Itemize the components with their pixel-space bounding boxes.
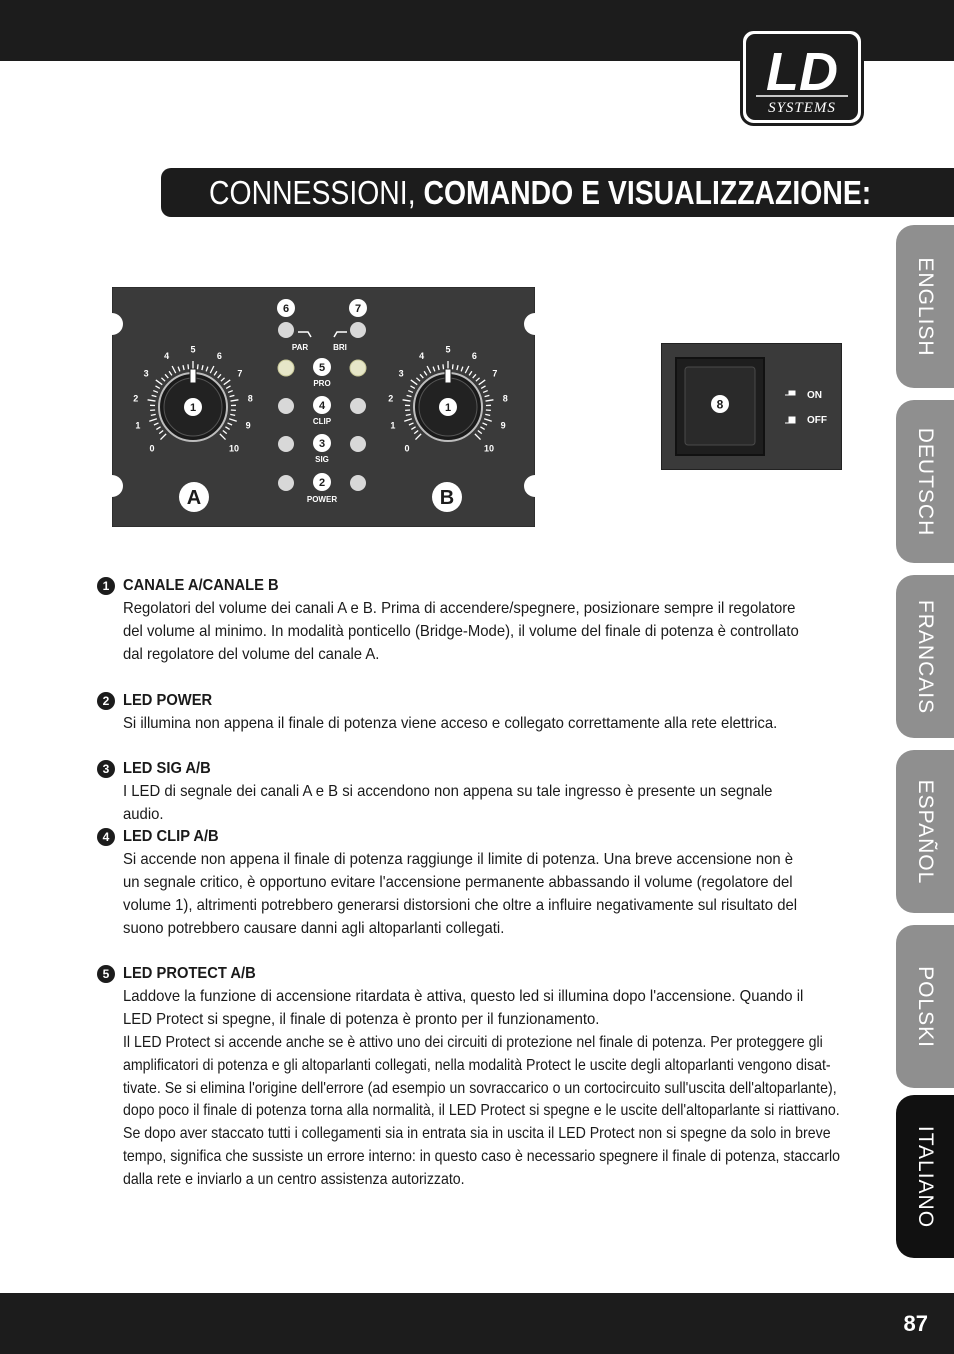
channel-b-label: B: [439, 487, 455, 509]
knob-scale-label: 9: [245, 420, 251, 431]
knob-scale-label: 1: [135, 420, 141, 431]
svg-text:4: 4: [318, 400, 326, 412]
footer-bar: [0, 1293, 954, 1354]
on-label: ON: [807, 390, 822, 401]
page-title: CONNESSIONI, COMANDO E VISUALIZZAZIONE:: [209, 174, 872, 211]
knob-scale-label: 3: [398, 368, 404, 379]
ld-systems-logo: [740, 28, 864, 126]
led-par: [278, 322, 294, 338]
knob-number: 1: [189, 402, 197, 414]
knob-scale-label: 2: [388, 393, 394, 404]
item-number-badge: 3: [97, 760, 115, 778]
clip-label: CLIP: [312, 417, 332, 426]
knob-scale-label: 6: [471, 350, 477, 361]
knob-number: 1: [444, 402, 452, 414]
item-title: LED CLIP A/B: [123, 828, 219, 845]
knob-tick: [188, 364, 189, 369]
knob-scale-label: 9: [500, 420, 506, 431]
knob-scale-label: 10: [229, 443, 240, 454]
item-number-badge: 5: [97, 965, 115, 983]
knob-tick: [443, 364, 444, 369]
tab-english[interactable]: ENGLISH: [896, 225, 954, 388]
item-description-extended: [123, 1032, 858, 1192]
list-item: [97, 759, 867, 823]
svg-text:SYSTEMS: SYSTEMS: [768, 100, 836, 116]
front-panel-illustration: [112, 287, 535, 527]
knob-scale-label: 4: [419, 350, 425, 361]
svg-text:3: 3: [318, 438, 326, 450]
knob-tick: [197, 364, 198, 369]
item-description: Si accende non appena il finale di potenza raggiunge il limite di potenza. Una breve accensione non è un segnale critico, è opportuno evitare l'accensione permanente abbassando il volume (regolatore del volume 1), altrimenti potrebbero generarsi distorsioni che oltre a influire negativamente sul risultato del suono potrebbero causare danni agli altoparlanti collegati.: [123, 851, 798, 937]
knob-scale-label: 6: [216, 350, 222, 361]
item-title: LED PROTECT A/B: [123, 965, 256, 982]
tab-polski[interactable]: POLSKI: [896, 925, 954, 1088]
channel-a-label: A: [186, 487, 202, 509]
list-item: [97, 827, 867, 947]
knob-scale-label: 0: [149, 443, 155, 454]
led-bri: [350, 322, 366, 338]
knob-scale-label: 7: [492, 368, 498, 379]
power-switch-illustration: [661, 343, 842, 470]
led-sig-a: [278, 436, 294, 452]
knob-scale-label: 1: [390, 420, 396, 431]
par-label: PAR: [291, 343, 309, 352]
knob-tick: [452, 364, 453, 369]
page-number: 87: [903, 1311, 928, 1336]
item-title: CANALE A/CANALE B: [123, 577, 279, 594]
knob-scale-label: 0: [404, 443, 410, 454]
knob-scale-label: 7: [237, 368, 243, 379]
item-description: Regolatori del volume dei canali A e B. Prima di accendere/spegnere, posizionare sempre il regolatore del volume al minimo. In modalità ponticello (Bridge-Mode), il volume del finale di potenza è controllato dal regolatore del volume del canale A.: [123, 600, 799, 663]
list-item: [97, 691, 867, 741]
knob-scale-label: 8: [502, 393, 508, 404]
svg-text:7: 7: [354, 303, 362, 315]
led-pro-a: [278, 360, 294, 376]
tab-italiano[interactable]: ITALIANO: [896, 1095, 954, 1258]
item-description: Si illumina non appena il finale di potenza viene acceso e collegato correttamente alla rete elettrica.: [123, 715, 778, 732]
item-number-badge: 4: [97, 828, 115, 846]
svg-text:5: 5: [318, 362, 326, 374]
item-paragraph: Il LED Protect si accende anche se è attivo uno dei circuiti di protezione nel finale di potenza. Per proteggere gli amplificatori di potenza e gli altoparlanti collegati, nella modalità Protect le uscite degli altoparlanti vengono disat-tivate. Se si elimina l'origine dell'errore (ad esempio un sovraccarico o un cortocircuito sull'uscita dell'altoparlante), dopo poco il finale di potenza torna alla normalità, il LED Protect si spegne e le uscite dell'altoparlante si riattivano. Se dopo aver staccato tutti i collegamenti sia in entrata sia in uscita il LED Protect non si spegne da solo in breve tempo, significa che sussiste un errore interno: in questo caso è necessario spegnere il finale di potenza, staccarlo dalla rete e inviarlo a un centro assistenza autorizzato.: [123, 1034, 841, 1188]
knob-pointer: [190, 369, 196, 383]
svg-text:6: 6: [282, 303, 290, 315]
knob-scale-label: 5: [445, 344, 451, 355]
led-sig-b: [350, 436, 366, 452]
list-item: [97, 964, 867, 1204]
svg-text:LD: LD: [766, 42, 838, 102]
item-title: LED POWER: [123, 692, 213, 709]
svg-text:8: 8: [716, 397, 724, 412]
svg-text:2: 2: [318, 477, 326, 489]
tab-francais[interactable]: FRANCAIS: [896, 575, 954, 738]
item-number-badge: 1: [97, 577, 115, 595]
power-label: POWER: [306, 495, 338, 504]
knob-scale-label: 2: [133, 393, 139, 404]
tab-espanol[interactable]: ESPAÑOL: [896, 750, 954, 913]
knob-scale-label: 8: [247, 393, 253, 404]
pro-label: PRO: [313, 379, 331, 388]
knob-scale-label: 10: [484, 443, 495, 454]
led-pro-b: [350, 360, 366, 376]
knob-pointer: [445, 369, 451, 383]
list-item: [97, 576, 867, 676]
item-description: I LED di segnale dei canali A e B si accendono non appena su tale ingresso è presente un segnale audio.: [123, 783, 773, 823]
item-number-badge: 2: [97, 692, 115, 710]
led-power-a: [278, 475, 294, 491]
bri-label: BRI: [333, 343, 347, 352]
knob-scale-label: 4: [164, 350, 170, 361]
led-clip-a: [278, 398, 294, 414]
tab-deutsch[interactable]: DEUTSCH: [896, 400, 954, 563]
knob-scale-label: 3: [143, 368, 149, 379]
led-clip-b: [350, 398, 366, 414]
led-power-b: [350, 475, 366, 491]
sig-label: SIG: [315, 455, 329, 464]
knob-scale-label: 5: [190, 344, 196, 355]
item-title: LED SIG A/B: [123, 760, 211, 777]
item-paragraph: Laddove la funzione di accensione ritardata è attiva, questo led si illumina dopo l'accensione. Quando il LED Protect si spegne, il finale di potenza è pronto per il funzionamento.: [123, 988, 804, 1028]
item-description: [123, 985, 811, 1031]
section-title-bar: [161, 168, 954, 217]
off-label: OFF: [807, 415, 827, 426]
